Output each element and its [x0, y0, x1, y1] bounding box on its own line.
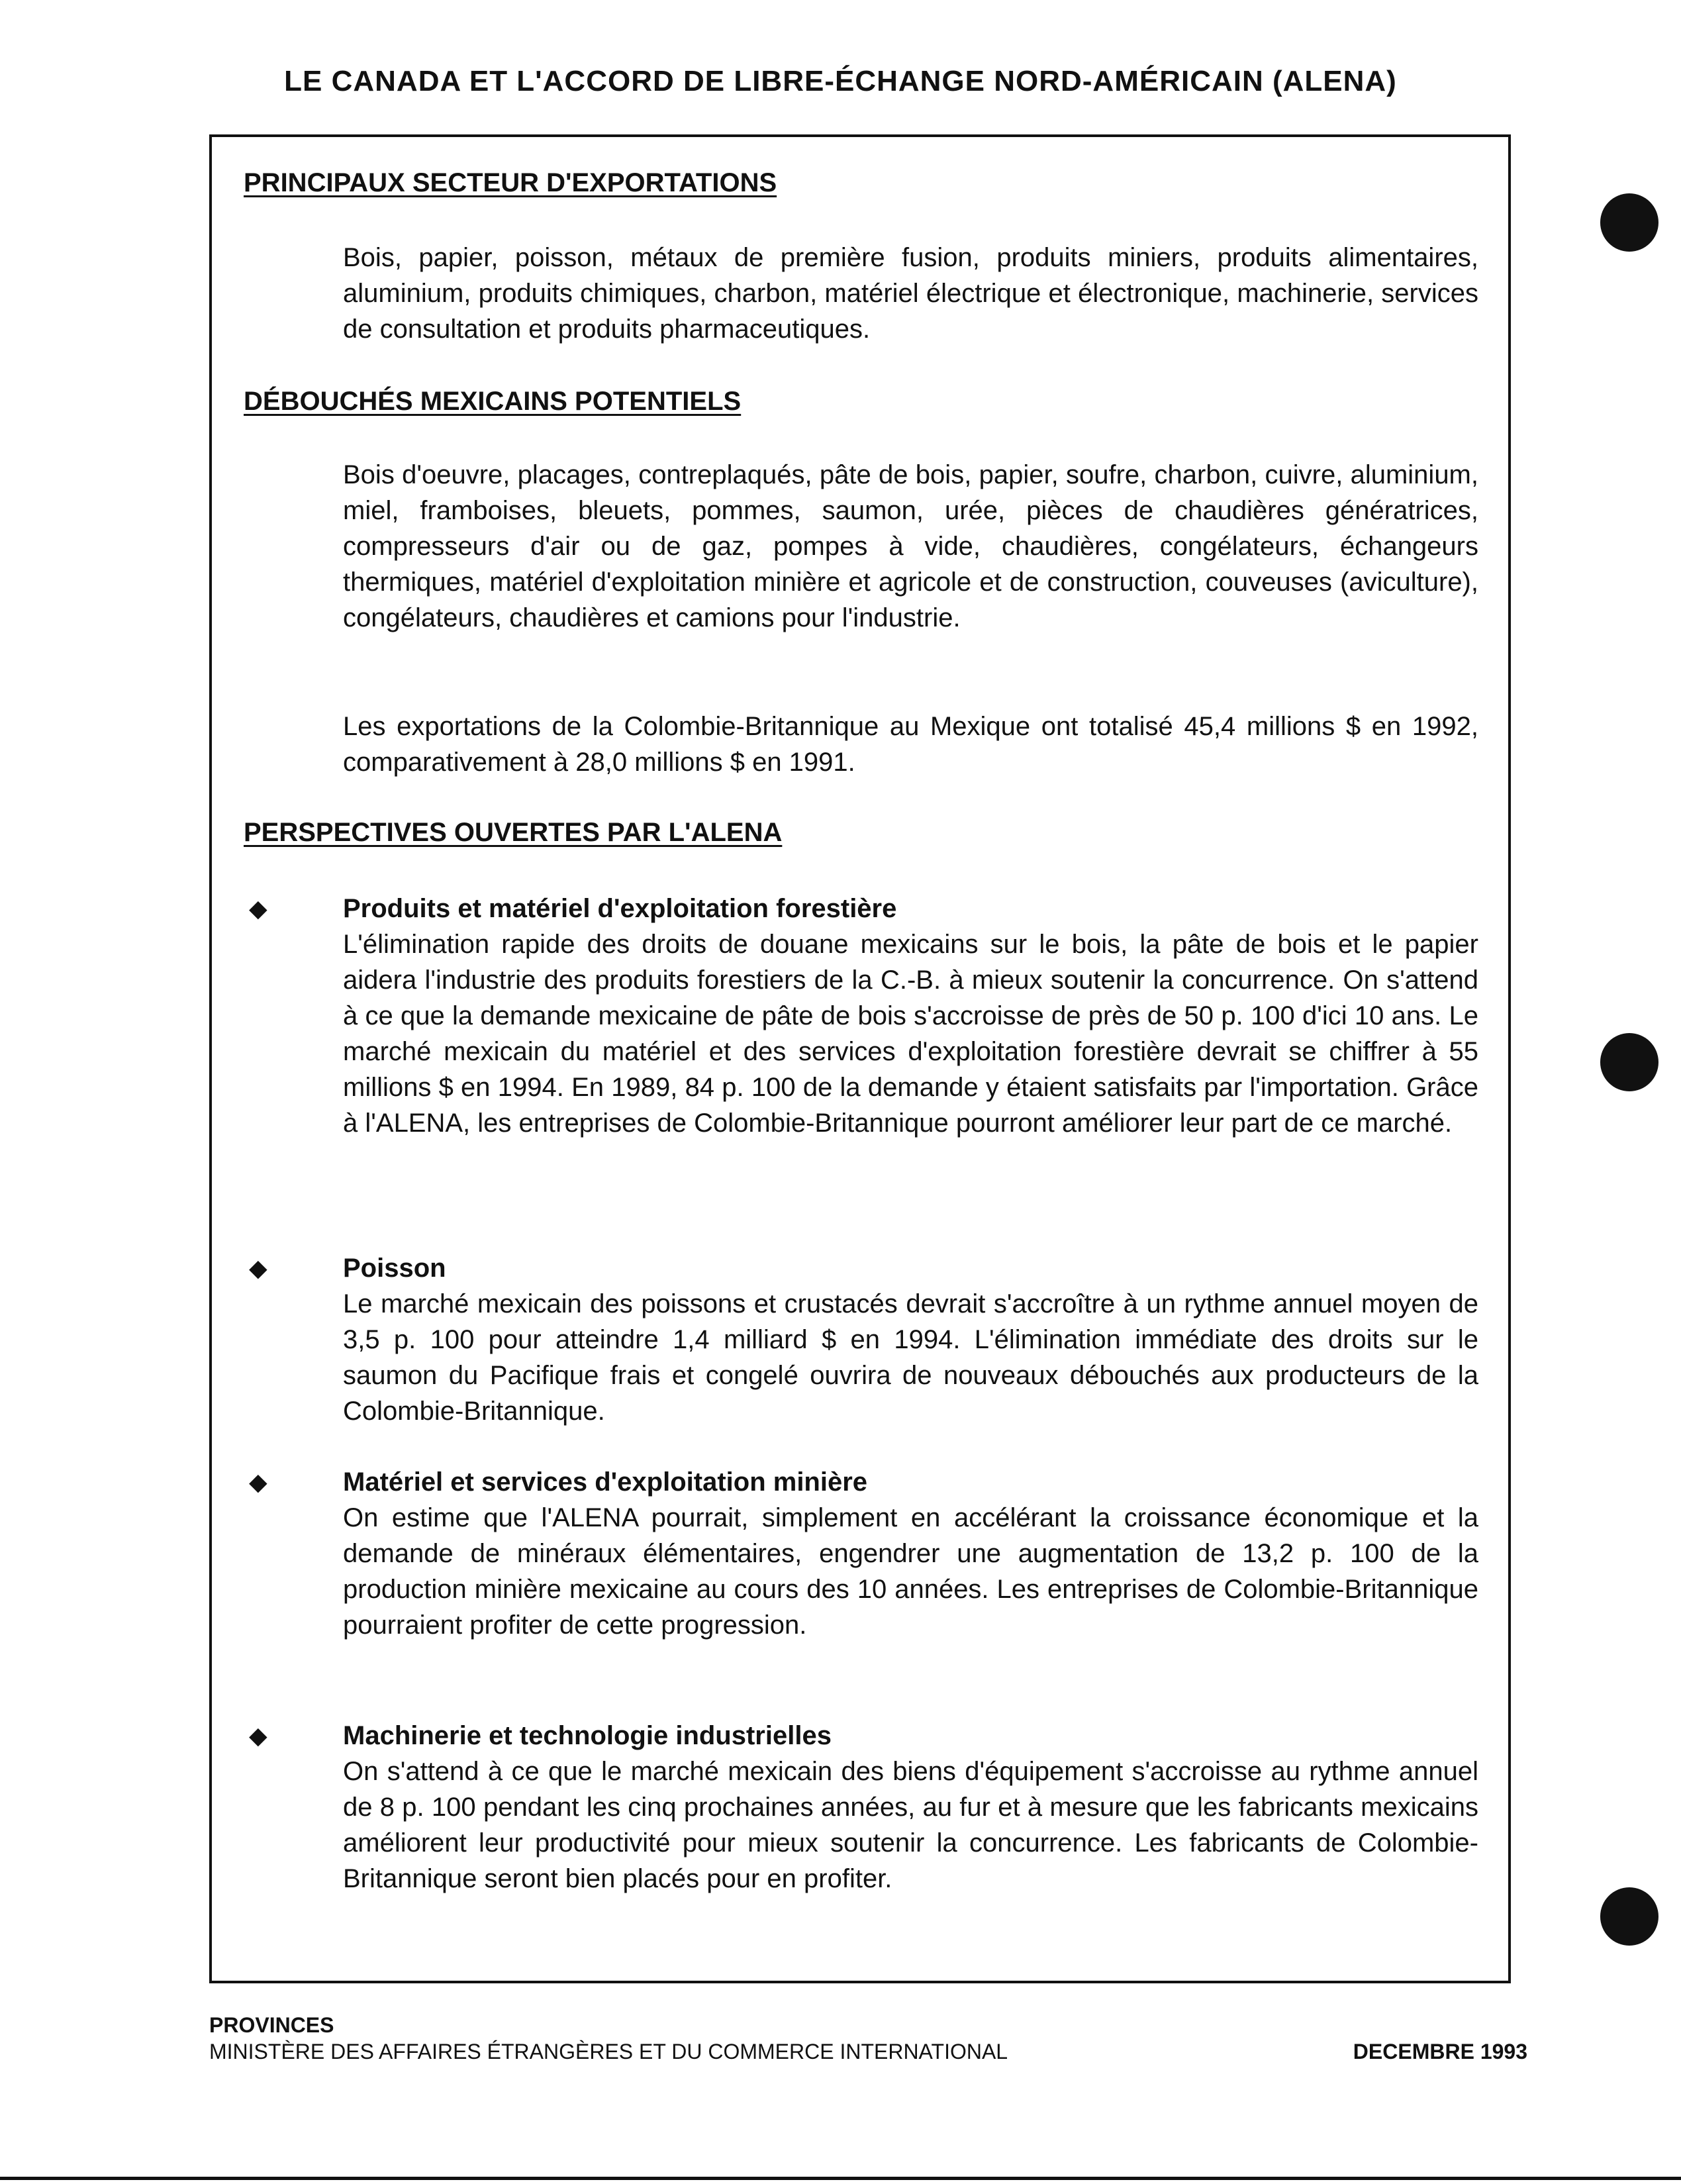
footer-category: PROVINCES [209, 2013, 334, 2037]
footer-left [209, 2012, 1008, 2065]
bullet-icon: ◆ [249, 895, 267, 922]
punch-hole-top [1600, 193, 1658, 252]
bullet-icon: ◆ [249, 1468, 267, 1495]
item-body-forestry: L'élimination rapide des droits de douane mexicains sur le bois, la pâte de bois et le papier aidera l'industrie des produits forestiers de la C.-B. à mieux soutenir la concurrence. On s'attend à ce que la demande mexicaine de pâte de bois s'accroisse de près de 50 p. 100 d'ici 10 ans. Le marché mexicain du matériel et des services d'exploitation forestière devrait se chiffrer à 55 millions $ en 1994. En 1989, 84 p. 100 de la demande y étaient satisfaits par l'importation. Grâce à l'ALENA, les entreprises de Colombie-Britannique pourront améliorer leur part de ce marché. [343, 930, 1478, 1138]
punch-hole-middle [1600, 1033, 1658, 1091]
bullet-icon: ◆ [249, 1254, 267, 1281]
document-title: LE CANADA ET L'ACCORD DE LIBRE-ÉCHANGE NORD-AMÉRICAIN (ALENA) [284, 65, 1397, 97]
item-title-machinery: Machinerie et technologie industrielles [343, 1721, 832, 1750]
punch-hole-bottom [1600, 1887, 1658, 1946]
item-body-mining: On estime que l'ALENA pourrait, simplement en accélérant la croissance économique et la demande de minéraux élémentaires, engendrer une augmentation de 13,2 p. 100 de la production minière mexicaine au cours des 10 années. Les entreprises de Colombie-Britannique pourraient profiter de cette progression. [343, 1503, 1478, 1640]
item-title-forestry: Produits et matériel d'exploitation forestière [343, 894, 897, 923]
item-body-machinery: On s'attend à ce que le marché mexicain des biens d'équipement s'accroisse au rythme annuel de 8 p. 100 pendant les cinq prochaines années, au fur et à mesure que les fabricants mexicains améliorent leur productivité pour mieux soutenir la concurrence. Les fabricants de Colombie-Britannique seront bien placés pour en profiter. [343, 1757, 1478, 1893]
item-title-mining: Matériel et services d'exploitation minière [343, 1467, 868, 1497]
footer-ministry: MINISTÈRE DES AFFAIRES ÉTRANGÈRES ET DU COMMERCE INTERNATIONAL [209, 2040, 1008, 2063]
outlets-stats: Les exportations de la Colombie-Britannique au Mexique ont totalisé 45,4 millions $ en 1992, comparativement à 28,0 millions $ en 1991. [343, 712, 1478, 777]
bottom-rule [0, 2177, 1681, 2180]
footer-date: DECEMBRE 1993 [1353, 2040, 1527, 2063]
bullet-icon: ◆ [249, 1722, 267, 1749]
outlets-heading: DÉBOUCHÉS MEXICAINS POTENTIELS [244, 387, 742, 416]
perspectives-heading: PERSPECTIVES OUVERTES PAR L'ALENA [244, 818, 783, 847]
exports-text: Bois, papier, poisson, métaux de première fusion, produits miniers, produits alimentaires, aluminium, produits chimiques, charbon, matériel électrique et électronique, machinerie, services de consultation et produits pharmaceutiques. [343, 243, 1478, 344]
exports-heading: PRINCIPAUX SECTEUR D'EXPORTATIONS [244, 168, 777, 197]
outlets-text: Bois d'oeuvre, placages, contreplaqués, pâte de bois, papier, soufre, charbon, cuivre, aluminium, miel, framboises, bleuets, pommes, saumon, urée, pièces de chaudières génératrices, compresseurs d'air ou de gaz, pompes à vide, chaudières, congélateurs, échangeurs thermiques, matériel d'exploitation minière et agricole et de construction, couveuses (aviculture), congélateurs, chaudières et camions pour l'industrie. [343, 460, 1478, 632]
item-body-fish: Le marché mexicain des poissons et crustacés devrait s'accroître à un rythme annuel moyen de 3,5 p. 100 pour atteindre 1,4 milliard $ en 1994. L'élimination immédiate des droits sur le saumon du Pacifique frais et congelé ouvrira de nouveaux débouchés aux producteurs de la Colombie-Britannique. [343, 1289, 1478, 1426]
item-title-fish: Poisson [343, 1254, 446, 1283]
